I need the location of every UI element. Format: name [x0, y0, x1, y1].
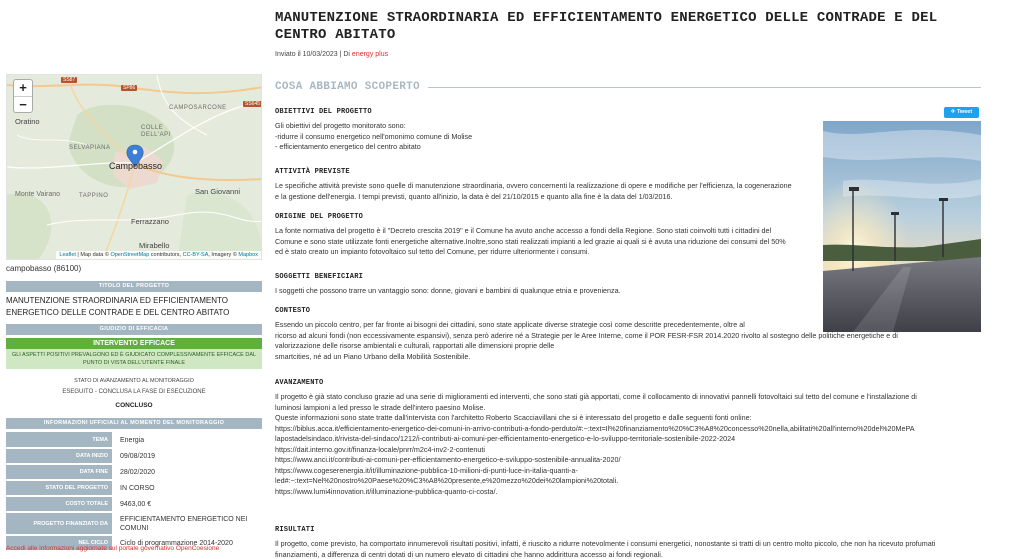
objectives-heading: OBIETTIVI DEL PROGETTO: [275, 108, 372, 116]
context-line: Essendo un piccolo centro, per far fronte ai bisogni dei cittadini, sono state applicate diverse strategie così come descritte precedentemente, oltre al: [275, 320, 745, 329]
results-heading: RISULTATI: [275, 526, 315, 534]
source-link[interactable]: https://www.cogeserenergia.it/it/illuminazione-pubblica-10-milioni-di-punti-luce-in-italia-quanti-a-: [275, 465, 578, 475]
origin-heading: ORIGINE DEL PROGETTO: [275, 213, 364, 221]
project-photo: [823, 121, 981, 332]
source-link[interactable]: lapostadelsindaco.it/rivista-del-sindaco/1212/i-contributi-ai-comuni-per-efficientamento-energetico-e-lo-sviluppo-territoriale-sostenibile-2022-2024: [275, 434, 736, 443]
status-label: STATO DI AVANZAMENTO AL MONITORAGGIO: [74, 378, 194, 384]
source-link[interactable]: https://www.anci.it/contributi-ai-comuni-per-efficientamento-energetico-e-sviluppo-sostenibile-annualita-2020/: [275, 455, 621, 464]
context-line: smartcities, né ad un Piano Urbano della Mobilità Sostenibile.: [275, 351, 471, 361]
zoom-in-button[interactable]: +: [19, 80, 27, 95]
map-road-label: SP86: [123, 85, 136, 91]
source-link[interactable]: https://dait.interno.gov.it/finanza-locale/pnrr/m2c4-inv2-2-contenuti: [275, 444, 486, 454]
map-place-label: Ferrazzano: [131, 217, 169, 226]
street-lamps-photo: [823, 121, 981, 332]
post-meta: [275, 51, 388, 58]
progress-line: Queste informazioni sono state tratte dall'intervista con l'architetto Roberto Scacciavillani che si è interessato del progetto e dalle seguenti fonti online:: [275, 413, 752, 422]
info-key: DATA INIZIO: [6, 448, 112, 464]
map-place-label: COLLE DELL'API: [141, 125, 171, 138]
progress-text: [275, 392, 981, 497]
table-row: [6, 448, 262, 464]
title-section-header: TITOLO DEL PROGETTO: [6, 281, 262, 292]
table-row: [6, 432, 262, 448]
attribution-text: | Map data ©: [75, 252, 111, 258]
info-key: TEMA: [6, 432, 112, 448]
leaflet-link[interactable]: Leaflet: [59, 252, 76, 258]
info-key: PROGETTO FINANZIATO DA: [6, 512, 112, 535]
source-link[interactable]: https://www.lumi4innovation.it/illuminazione-pubblica-quanto-ci-costa/.: [275, 486, 498, 496]
objectives-line: Gli obiettivi del progetto monitorato sono:: [275, 121, 406, 130]
info-value: 09/08/2019: [120, 452, 156, 460]
map-place-label: SELVAPIANA: [69, 145, 111, 151]
info-value: Energia: [120, 436, 145, 444]
twitter-bird-icon: ✈: [950, 109, 956, 115]
table-row: [6, 496, 262, 512]
attribution-text: , Imagery ©: [208, 252, 239, 258]
table-row: [6, 464, 262, 480]
map-place-label: Oratino: [15, 117, 40, 126]
efficacy-description: GLI ASPETTI POSITIVI PREVALGONO ED È GIUDICATO COMPLESSIVAMENTE EFFICACE DAL PUNTO DI VISTA DELL'UTENTE FINALE: [6, 349, 262, 369]
section-header: [275, 79, 981, 95]
info-value: 9463,00 €: [120, 500, 152, 508]
attribution-text: contributors,: [149, 252, 183, 258]
opencoesione-link[interactable]: Accedi alle informazioni aggiornate sul portale governativo OpenCoesione: [6, 545, 220, 552]
context-line: valorizzazione delle risorse ambientali e culturali, rapportati alle dimensioni proprie delle: [275, 341, 555, 350]
author-link[interactable]: energy plus: [351, 51, 389, 58]
table-row: [6, 512, 262, 535]
sidebar: [6, 0, 262, 559]
progress-block: [275, 379, 981, 497]
judgement-section-header: GIUDIZIO DI EFFICACIA: [6, 324, 262, 335]
results-block: [275, 526, 981, 559]
source-link[interactable]: led#:~:text=Nel%20nostro%20Paese%20%C3%A8%20presente,e%20mezzo%20dei%20lampioni%20totali.: [275, 476, 619, 485]
progress-heading: AVANZAMENTO: [275, 379, 324, 387]
info-key: COSTO TOTALE: [6, 496, 112, 512]
objectives-text: [275, 121, 795, 153]
sidebar-project-title: MANUTENZIONE STRAORDINARIA ED EFFICIENTAMENTO ENERGETICO DELLE CONTRADE E DEL CENTRO ABITATO: [6, 296, 230, 317]
origin-block: [275, 213, 795, 258]
source-link[interactable]: https://biblus.acca.it/efficientamento-energetico-dei-comuni-in-arrivo-contributi-a-fondo-perduto/#:~:text=Il%20finanziamento%20%C3%A8%20concesso%20nella,abilitati%20all'interno%20del%20MePA: [275, 423, 915, 433]
table-row: [6, 480, 262, 496]
map-place-label: TAPPINO: [79, 193, 109, 199]
map-place-label: Mirabello: [139, 241, 170, 250]
context-heading: CONTESTO: [275, 307, 311, 315]
map-caption: campobasso (86100): [6, 264, 82, 273]
official-info-header: INFORMAZIONI UFFICIALI AL MOMENTO DEL MONITORAGGIO: [6, 418, 262, 429]
zoom-out-button[interactable]: −: [14, 96, 32, 112]
map-city-label: Campobasso: [109, 161, 163, 171]
context-line: ricorso ad alcuni fondi (non eccessivamente espansivi), senza però aderire né a Strategie per le Aree Interne, come il POR FESR-FSR 2014.2020 rivolto al sostegno delle politiche energetiche e di: [275, 330, 898, 340]
license-link[interactable]: CC-BY-SA: [182, 252, 209, 258]
beneficiaries-heading: SOGGETTI BENEFICIARI: [275, 273, 364, 281]
tweet-label: Tweet: [956, 109, 973, 115]
map-place-label: San Giovanni: [195, 187, 241, 196]
page-title: MANUTENZIONE STRAORDINARIA ED EFFICIENTAMENTO ENERGETICO DELLE CONTRADE E DEL CENTRO ABITATO: [275, 10, 938, 43]
info-key: NEL CICLO: [6, 535, 112, 551]
beneficiaries-block: [275, 273, 795, 297]
context-text: [275, 320, 981, 362]
objectives-block: [275, 108, 795, 153]
info-value: IN CORSO: [120, 484, 155, 492]
progress-line: Il progetto è già stato concluso grazie ad una serie di miglioramenti ed interventi, che sono stati già apportati, come il collocamento di innovativi pannelli fotovoltaici sul tetto del comune e l'installazione di: [275, 392, 917, 401]
section-divider: [428, 87, 981, 88]
efficacy-badge: INTERVENTO EFFICACE: [6, 338, 262, 349]
osm-link[interactable]: OpenStreetMap: [110, 252, 150, 258]
info-value: EFFICIENTAMENTO ENERGETICO NEI COMUNI: [120, 515, 248, 532]
mapbox-link[interactable]: Mapbox: [238, 252, 258, 258]
official-info-table: [6, 432, 262, 552]
origin-text: La fonte normativa del progetto è il "Decreto crescita 2019" e il Comune ha avuto anche accesso a fondi della Regione. Sono stati coinvolti tutti i cittadini del Comune e sono state utilizzate fonti energetiche alternative.Inoltre,sono stati realizzati impianti a led grazie ai quali si è avuta una riduzione dei consumi del 50% ed è stato creato un impianto fotovoltaico sul tetto del Comune, per ridurre ulteriormente i consumi.: [275, 226, 786, 256]
info-key: STATO DEL PROGETTO: [6, 480, 112, 496]
info-value: Ciclo di programmazione 2014-2020: [120, 539, 233, 547]
section-title: COSA ABBIAMO SCOPERTO: [275, 81, 420, 93]
map-zoom-control: [13, 79, 33, 113]
post-date: Inviato il 10/03/2023 | Di: [275, 51, 352, 58]
info-key: DATA FINE: [6, 464, 112, 480]
info-value: 28/02/2020: [120, 468, 156, 476]
map-place-label: Monte Vairano: [15, 191, 61, 198]
activities-block: [275, 168, 795, 202]
activities-text: Le specifiche attività previste sono quelle di manutenzione straordinaria, ovvero concernenti la realizzazione di opere e modifiche per l'efficienza, la cogenerazione e la gestione dell'energia. I tempi previsti, quanto all'inizio, la data è del 21/10/2015 e quanto alla fine è la data del 1/03/2016.: [275, 181, 792, 201]
objectives-line: - efficientamento energetico del centro abitato: [275, 142, 421, 151]
progress-line: luminosi lampioni a led presso le strade dell'intero paesino Molise.: [275, 402, 486, 412]
map-place-label: CAMPOSARCONE: [169, 105, 227, 111]
status-description: ESEGUITO - CONCLUSA LA FASE DI ESECUZIONE: [62, 389, 206, 395]
map-attribution: [56, 251, 261, 259]
map-road-label: SS87: [63, 77, 76, 83]
map-road-label: SS645: [245, 101, 261, 107]
tweet-button[interactable]: [944, 107, 979, 118]
beneficiaries-text: I soggetti che possono trarre un vantaggio sono: donne, giovani e bambini di qualunque etnia e provenienza.: [275, 286, 621, 295]
project-map[interactable]: [6, 74, 262, 260]
context-block: [275, 307, 981, 362]
activities-heading: ATTIVITÀ PREVISTE: [275, 168, 350, 176]
results-text: Il progetto, come previsto, ha comportato innumerevoli risultati positivi, infatti, è riuscito a ridurre notevolmente i consumi energetici, nonostante si tratti di un centro molto piccolo, che non ha ricevuto profumati finanziamenti, a differenza di centri dotati di un numero elevato di cittadini che hanno addirittura accesso ai fondi regionali.: [275, 539, 936, 559]
status-value: CONCLUSO: [115, 402, 153, 409]
objectives-line: -ridurre il consumo energetico nell'omonimo comune di Molise: [275, 131, 473, 141]
